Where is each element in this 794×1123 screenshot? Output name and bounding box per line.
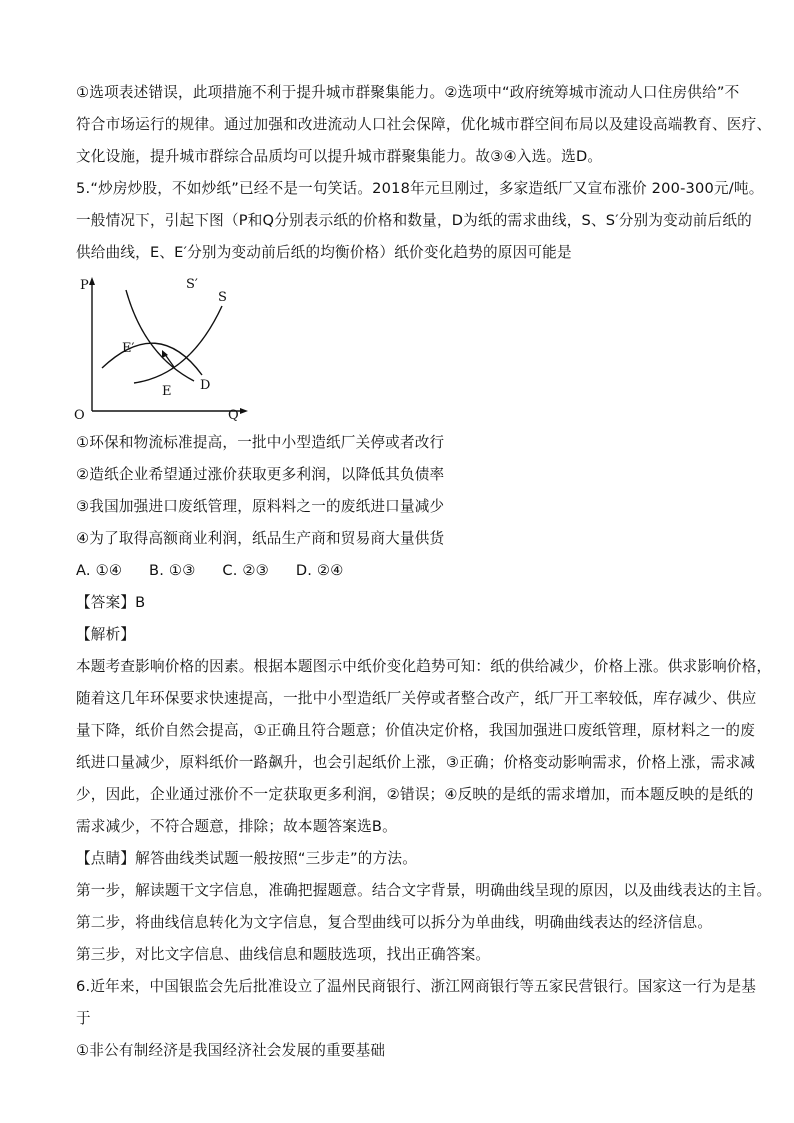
option-1: ①环保和物流标准提高，一批中小型造纸厂关停或者改行 — [76, 434, 445, 451]
option-2: ②造纸企业希望通过涨价获取更多利润，以降低其负债率 — [76, 466, 445, 483]
point-label-e-prime: E′ — [122, 341, 135, 356]
tips-title: 【点睛】解答曲线类试题一般按照“三步走”的方法。 — [76, 850, 417, 867]
choice-c: C. ②③ — [222, 562, 269, 579]
choice-d: D. ②④ — [295, 562, 344, 579]
text-line: 符合市场运行的规律。通过加强和改进流动人口社会保障，优化城市群空间布局以及建设高端教育、医疗、 — [76, 116, 772, 133]
analysis-line: 少，因此，企业通过涨价不一定获取更多利润，②错误；④反映的是纸的需求增加，而本题反映的是纸的 — [76, 786, 754, 803]
tips-step-1: 第一步，解读题干文字信息，准确把握题意。结合文字背景，明确曲线呈现的原因，以及曲线表达的主旨。 — [76, 882, 772, 899]
choice-b: B. ①③ — [149, 562, 196, 579]
analysis-line: 需求减少，不符合题意，排除；故本题答案选B。 — [76, 818, 397, 835]
analysis-line: 纸进口量减少，原料纸价一路飙升，也会引起纸价上涨，③正确；价格变动影响需求，价格上涨，需求减 — [76, 754, 756, 771]
text-line: 供给曲线，E、E′分别为变动前后纸的均衡价格）纸价变化趋势的原因可能是 — [76, 244, 572, 261]
demand-curve-d — [102, 343, 202, 375]
text-line: ①选项表述错误，此项措施不利于提升城市群聚集能力。②选项中“政府统筹城市流动人口住房供给”不 — [76, 84, 740, 101]
axis-label-q: Q — [228, 408, 239, 423]
curve-label-s-prime: S′ — [186, 277, 198, 292]
question-6-stem-cont: 于 — [76, 1010, 91, 1027]
curve-label-d: D — [200, 378, 211, 393]
question-5-stem: 5.“炒房炒股，不如炒纸”已经不是一句笑话。2018年元旦刚过，多家造纸厂又宣布涨价 200-300元/吨。 — [76, 180, 764, 197]
text-line: 文化设施，提升城市群综合品质均可以提升城市群聚集能力。故③④入选。选D。 — [76, 148, 603, 165]
analysis-line: 本题考查影响价格的因素。根据本题图示中纸价变化趋势可知：纸的供给减少，价格上涨。供求影响价格， — [76, 658, 772, 675]
question-6-option-1: ①非公有制经济是我国经济社会发展的重要基础 — [76, 1042, 386, 1059]
axis-label-p: P — [80, 278, 89, 293]
y-axis-arrow — [89, 277, 95, 285]
curve-label-s: S — [218, 290, 227, 305]
point-label-e: E — [162, 384, 172, 399]
option-4: ④为了取得高额商业利润，纸品生产商和贸易商大量供货 — [76, 530, 445, 547]
supply-demand-figure — [74, 273, 248, 423]
x-axis-arrow — [240, 408, 248, 414]
answer-choices — [76, 561, 726, 581]
text-line: 一般情况下，引起下图（P和Q分别表示纸的价格和数量，D为纸的需求曲线，S、S′分别为变动前后纸的 — [76, 212, 752, 229]
analysis-title: 【解析】 — [76, 626, 136, 643]
tips-step-3: 第三步，对比文字信息、曲线信息和题肢选项，找出正确答案。 — [76, 946, 491, 963]
analysis-line: 随着这几年环保要求快速提高，一批中小型造纸厂关停或者整合改产，纸厂开工率较低，库存减少、供应 — [76, 690, 757, 707]
question-6-stem: 6.近年来，中国银监会先后批准设立了温州民商银行、浙江网商银行等五家民营银行。国家这一行为是基 — [76, 978, 757, 995]
choice-a: A. ①④ — [76, 562, 123, 579]
supply-curve-s-prime — [126, 290, 194, 381]
option-3: ③我国加强进口废纸管理，原料料之一的废纸进口量减少 — [76, 498, 445, 515]
origin-label: O — [74, 408, 85, 423]
analysis-line: 量下降，纸价自然会提高，①正确且符合题意；价值决定价格，我国加强进口废纸管理，原材料之一的废 — [76, 722, 756, 739]
answer-label: 【答案】B — [76, 594, 146, 611]
tips-step-2: 第二步，将曲线信息转化为文字信息，复合型曲线可以拆分为单曲线，明确曲线表达的经济信息。 — [76, 914, 713, 931]
